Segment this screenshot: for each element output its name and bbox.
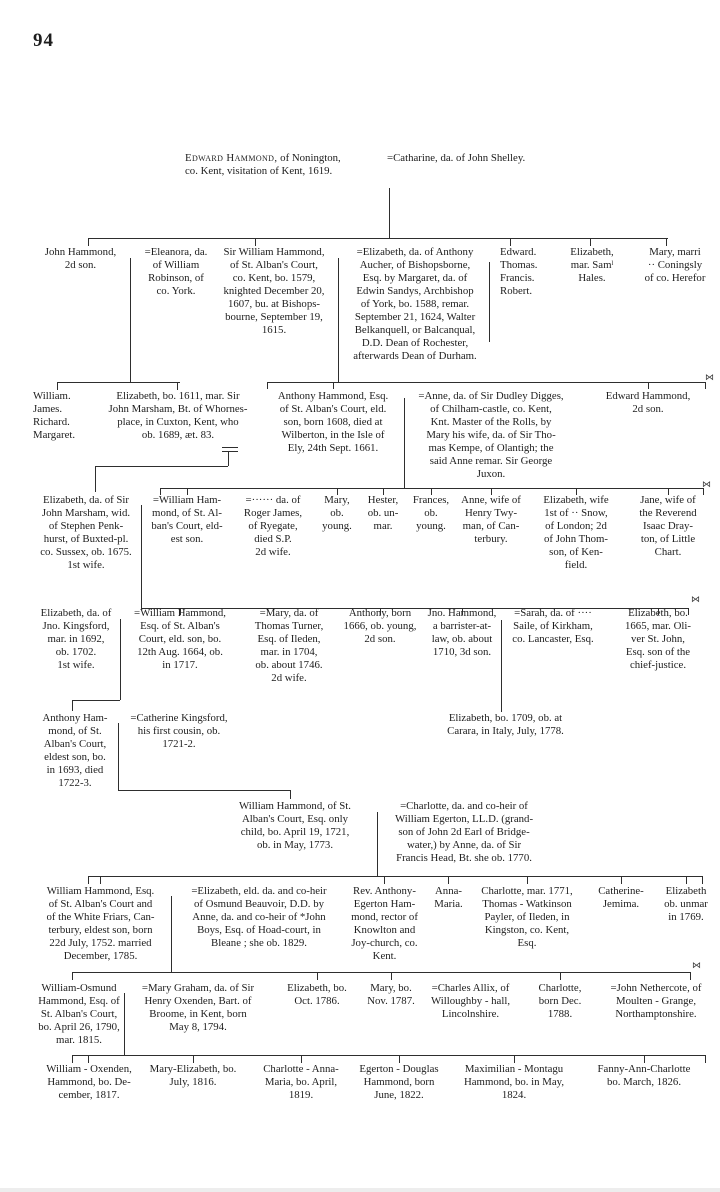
connector-line [120,619,121,700]
person-anthony-hammond-1608: Anthony Hammond, Esq. of St. Alban's Court, eld. son, born 1608, died at Wilberton, in the Isle of Ely, 24th Sept. 1661. [277,390,389,454]
person-charlotte-anna-maria-1819: Charlotte - Anna- Maria, bo. April, 1819. [263,1063,339,1101]
person-william-hammond-1664: =William Hammond, Esq. of St. Alban's Court, eld. son, bo. 12th Aug. 1664, ob. in 1717. [133,607,227,671]
connector-line [668,488,669,495]
connector-line [621,876,622,884]
person-mary-elizabeth-1816: Mary-Elizabeth, bo. July, 1816. [149,1063,237,1088]
connector-line [72,1055,73,1063]
connector-line [514,1055,515,1063]
connector-line [705,382,706,389]
person-edward-hammond-nonington: Edward Hammond, of Nonington, co. Kent, visitation of Kent, 1619. [185,152,341,177]
person-elizabeth-kingsford: Elizabeth, da. of Jno. Kingsford, mar. in 1692, ob. 1702. 1st wife. [40,607,112,671]
person-jane-drayton: Jane, wife of the Reverend Isaac Dray- ton, of Little Chart. [639,494,697,558]
connector-line [501,620,502,712]
person-sir-william-hammond: Sir William Hammond, of St. Alban's Court, co. Kent, bo. 1579, knighted December 20, 1607, bu. at Bishops- bourne, September 19, 1615. [223,246,325,336]
connector-line [177,382,178,390]
connector-line [404,398,405,488]
person-list-william-james-richard-margaret: William. James. Richard. Margaret. [33,390,76,441]
person-mary-turner: =Mary, da. of Thomas Turner, Esq. of Ileden, mar. in 1704, ob. about 1746. 2d wife. [254,607,324,684]
connector-line [141,505,142,608]
connector-line [160,488,161,495]
person-elizabeth-aucher: =Elizabeth, da. of Anthony Aucher, of Bishopsborne, Esq. by Margaret, da. of Edwin Sandys, Archbishop of York, bo. 1588, remar. September 21, 1624, Walter Belkanquell, or Balcanqual, D.D. Dean of Rochester, afterwards Dean of Durham. [353,246,477,362]
page-edge-mark: ⋈ [705,372,714,382]
person-charlotte-1788: Charlotte, born Dec. 1788. [538,982,582,1020]
connector-line [380,608,381,615]
person-anthony-1666: Anthony, born 1666, ob. young, 2d son. [343,607,417,645]
page-edge-mark: ⋈ [692,960,701,970]
person-catherine-kingsford: =Catherine Kingsford, his first cousin, ob. 1721-2. [130,712,228,750]
connector-line [686,876,687,884]
connector-line [389,188,390,238]
connector-line [124,993,125,1055]
page-number: 94 [33,30,54,51]
connector-line [510,238,511,246]
person-rev-anthony-egerton-hammond: Rev. Anthony- Egerton Ham- mond, rector of Knowlton and Joy-church, co. Kent. [351,885,418,962]
person-edward-hammond-2d-son: Edward Hammond, 2d son. [605,390,691,415]
person-anne-digges: =Anne, da. of Sir Dudley Digges, of Chilham-castle, co. Kent, Knt. Master of the Rolls, by Mary his wife, da. of Sir Tho- mas Kempe, of Olantigh; the said Anne remar. Sir George Juxon. [418,390,564,480]
connector-line [118,723,119,790]
connector-line [72,972,690,973]
connector-line [88,1055,89,1063]
connector-line [95,466,96,492]
connector-line [72,700,73,711]
person-elizabeth-1769: Elizabeth ob. unmar in 1769. [664,885,708,923]
page-edge-mark: ⋈ [702,479,711,489]
person-elizabeth-marsham-wid: Elizabeth, da. of Sir John Marsham, wid. of Stephen Penk- hurst, of Buxted-pl. co. Sussex, ob. 1675. 1st wife. [40,494,132,571]
person-elizabeth-1709-carara: Elizabeth, bo. 1709, ob. at Carara, in Italy, July, 1778. [447,712,564,737]
person-hester: Hester, ob. un- mar. [367,494,399,532]
person-john-hammond: John Hammond, 2d son. [44,246,117,271]
connector-line [576,488,577,495]
person-anne-twyman: Anne, wife of Henry Twy- man, of Can- terbury. [461,494,521,545]
person-william-hammond-eldest: =William Ham- mond, of St. Al- ban's Court, eld- est son. [151,494,223,545]
person-elizabeth-snow-thomson: Elizabeth, wife 1st of ·· Snow, of London; 2d of John Thom- son, of Ken- field. [543,494,609,571]
connector-line [228,452,229,466]
connector-line [338,258,339,382]
connector-line [171,896,172,972]
connector-line [290,790,291,799]
page-edge-mark: ⋈ [691,594,700,604]
person-eleanora-robinson: =Eleanora, da. of William Robinson, of co. York. [144,246,208,297]
person-fanny-ann-charlotte: Fanny-Ann-Charlotte bo. March, 1826. [597,1063,691,1088]
connector-line [72,1055,705,1056]
person-jno-hammond-barrister: Jno. Hammond, a barrister-at- law, ob. about 1710, 3d son. [427,607,497,658]
person-mary-ob-young: Mary, ob. young. [322,494,352,532]
person-elizabeth-1665-st-john: Elizabeth, bo. 1665, mar. Oli- ver St. John, Esq. son of the chief-justice. [625,607,691,671]
connector-line [462,608,463,615]
person-john-nethercote: =John Nethercote, of Moulten - Grange, Northamptonshire. [610,982,702,1020]
person-frances: Frances, ob. young. [412,494,450,532]
connector-line [267,382,268,389]
connector-line [527,876,528,884]
connector-line [377,812,378,876]
person-egerton-douglas-hammond: Egerton - Douglas Hammond, born June, 1822. [359,1063,439,1101]
connector-line [100,876,101,884]
connector-line [88,238,89,246]
connector-line [333,382,334,389]
connector-line [317,972,318,980]
person-elizabeth-hales: Elizabeth, mar. Samˡ Hales. [570,246,614,284]
connector-line [644,1055,645,1063]
marriage-mark [222,447,238,452]
connector-line [399,1055,400,1063]
person-william-hammond-1721: William Hammond, of St. Alban's Court, Esq. only child, bo. April 19, 1721, ob. in May, 1773. [238,800,352,851]
connector-line [658,608,659,615]
connector-line [666,238,667,246]
person-catherine-jemima: Catherine- Jemima. [598,885,644,910]
connector-line [384,876,385,884]
connector-line [72,700,120,701]
person-catharine-shelley: =Catharine, da. of John Shelley. [387,152,526,164]
connector-line [72,972,73,980]
connector-line [180,608,181,615]
person-william-hammond-1752: William Hammond, Esq. of St. Alban's Court and of the White Friars, Can- terbury, eldest son, born 22d July, 1752. married December, 1785. [46,885,155,962]
connector-line [383,488,384,495]
person-mary-coningsby: Mary, marri ·· Coningsly of co. Herefor [644,246,706,284]
connector-line [95,466,228,467]
person-mary-1787: Mary, bo. Nov. 1787. [367,982,415,1007]
connector-line [491,488,492,495]
person-charlotte-payler: Charlotte, mar. 1771, Thomas - Watkinson Payler, of Ileden, in Kingston, co. Kent, Esq. [481,885,573,949]
connector-line [448,876,449,884]
person-da-of-roger-james: =······ da. of Roger James, of Ryegate, died S.P. 2d wife. [243,494,303,558]
connector-line [255,238,256,246]
connector-line [590,238,591,246]
connector-line [648,382,649,389]
person-charles-allix: =Charles Allix, of Willoughby - hall, Lincolnshire. [430,982,511,1020]
person-elizabeth-1786: Elizabeth, bo. Oct. 1786. [287,982,347,1007]
connector-line [88,238,668,239]
connector-line [187,488,188,495]
connector-line [88,876,702,877]
connector-line [118,790,290,791]
person-elizabeth-marsham-1611: Elizabeth, bo. 1611, mar. Sir John Marsham, Bt. of Whornes- place, in Cuxton, Kent, who ob. 1689, æt. 83. [108,390,248,441]
connector-line [705,1055,706,1063]
person-sarah-saile: =Sarah, da. of ···· Saile, of Kirkham, co. Lancaster, Esq. [512,607,594,645]
person-anthony-hammond-1693: Anthony Ham- mond, of St. Alban's Court, eldest son, bo. in 1693, died 1722-3. [42,712,108,789]
connector-line [702,876,703,884]
person-list-edward-thomas-francis-robert: Edward. Thomas. Francis. Robert. [500,246,538,297]
person-elizabeth-beauvoir: =Elizabeth, eld. da. and co-heir of Osmund Beauvoir, D.D. by Anne, da. and co-heir of *John Boys, Esq. of Hoad-court, in Bleane ; she ob. 1829. [191,885,327,949]
column-separator-line [489,262,490,342]
connector-line [88,876,89,884]
connector-line [130,258,131,382]
person-anna-maria: Anna- Maria. [434,885,463,910]
connector-line [57,382,180,383]
connector-line [560,972,561,980]
connector-line [688,608,689,615]
connector-line [57,382,58,390]
connector-line [193,1055,194,1063]
page-bottom-edge [0,1188,720,1192]
person-maximilian-montagu-hammond: Maximilian - Montagu Hammond, bo. in May, 1824. [463,1063,565,1101]
person-name-smallcaps: Edward Hammond, [185,152,278,164]
person-william-osmund-hammond: William-Osmund Hammond, Esq. of St. Alban's Court, bo. April 26, 1790, mar. 1815. [38,982,120,1046]
person-charlotte-egerton: =Charlotte, da. and co-heir of William Egerton, LL.D. (grand- son of John 2d Earl of Bridge- water,) by Anne, da. of Sir Francis Head, Bt. she ob. 1770. [394,800,534,864]
connector-line [391,972,392,980]
connector-line [337,488,338,495]
person-william-oxenden-hammond: William - Oxenden, Hammond, bo. De- cember, 1817. [46,1063,132,1101]
person-mary-graham-oxenden: =Mary Graham, da. of Sir Henry Oxenden, Bart. of Broome, in Kent, born May 8, 1794. [141,982,255,1033]
connector-line [431,488,432,495]
connector-line [301,1055,302,1063]
connector-line [690,972,691,980]
connector-line [141,608,688,609]
